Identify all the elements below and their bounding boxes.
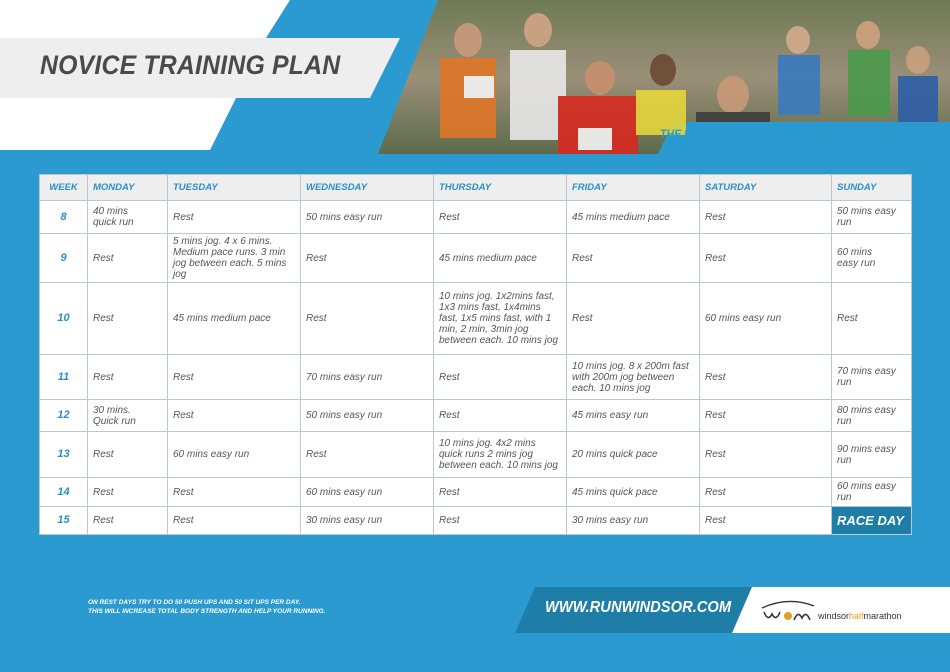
table-cell: Rest	[88, 432, 168, 478]
table-cell: Rest	[700, 507, 832, 535]
website-link[interactable]: WWW.RUNWINDSOR.COM	[545, 599, 732, 616]
rest-day-note-line-1: ON REST DAYS TRY TO DO 50 PUSH UPS AND 50 SIT UPS PER DAY.	[88, 599, 301, 606]
table-cell: Rest	[700, 478, 832, 507]
column-header-saturday: SATURDAY	[700, 175, 832, 201]
table-cell: 50 mins easy run	[301, 400, 434, 432]
column-header-sunday: SUNDAY	[832, 175, 912, 201]
table-cell: Rest	[88, 234, 168, 283]
table-cell: 5 mins jog. 4 x 6 mins. Medium pace runs. 3 min jog between each. 5 mins jog	[168, 234, 301, 283]
logo-wordmark	[818, 611, 902, 621]
table-cell: Rest	[700, 400, 832, 432]
table-cell: Rest	[88, 283, 168, 355]
table-cell: 50 mins easy run	[832, 201, 912, 234]
table-cell: Rest	[88, 355, 168, 400]
week-number: 10	[40, 283, 88, 355]
table-cell: Rest	[168, 201, 301, 234]
column-header-tuesday: TUESDAY	[168, 175, 301, 201]
table-cell: Rest	[168, 400, 301, 432]
table-cell: Rest	[434, 355, 567, 400]
table-cell: 70 mins easy run	[832, 355, 912, 400]
logo-text-half: half	[849, 611, 864, 621]
rest-day-note	[88, 598, 326, 616]
logo-text-marathon: marathon	[863, 611, 902, 621]
table-cell: 45 mins medium pace	[434, 234, 567, 283]
table-cell: 45 mins easy run	[567, 400, 700, 432]
table-cell: Rest	[168, 507, 301, 535]
table-row	[40, 507, 912, 535]
race-day-cell: RACE DAY	[832, 507, 912, 535]
table-cell: 80 mins easy run	[832, 400, 912, 432]
table-cell: 30 mins. Quick run	[88, 400, 168, 432]
table-cell: Rest	[301, 234, 434, 283]
tagline: THE UK'S MOST PICTURESQUE HALF MARATHON	[660, 129, 917, 141]
rest-day-note-line-2: THIS WILL INCREASE TOTAL BODY STRENGTH AND HELP YOUR RUNNING.	[88, 608, 326, 615]
table-cell: 90 mins easy run	[832, 432, 912, 478]
table-cell: 60 mins easy run	[832, 478, 912, 507]
table-cell: Rest	[88, 478, 168, 507]
table-row	[40, 283, 912, 355]
table-cell: Rest	[88, 507, 168, 535]
week-number: 11	[40, 355, 88, 400]
table-cell: 10 mins jog. 4x2 mins quick runs 2 mins jog between each. 10 mins jog	[434, 432, 567, 478]
table-cell: Rest	[700, 201, 832, 234]
column-header-thursday: THURSDAY	[434, 175, 567, 201]
table-row	[40, 234, 912, 283]
table-cell: Rest	[434, 478, 567, 507]
windsor-half-marathon-logo-icon	[758, 596, 818, 626]
table-cell: Rest	[168, 478, 301, 507]
table-cell: Rest	[434, 507, 567, 535]
table-cell: 60 mins easy run	[832, 234, 912, 283]
table-row	[40, 355, 912, 400]
table-header-row	[40, 175, 912, 201]
week-number: 12	[40, 400, 88, 432]
table-cell: Rest	[434, 400, 567, 432]
table-cell: Rest	[567, 234, 700, 283]
table-cell: 45 mins medium pace	[567, 201, 700, 234]
week-number: 14	[40, 478, 88, 507]
table-cell: 60 mins easy run	[301, 478, 434, 507]
table-cell: 10 mins jog. 8 x 200m fast with 200m jog between each. 10 mins jog	[567, 355, 700, 400]
logo-text-windsor: windsor	[818, 611, 850, 621]
column-header-monday: MONDAY	[88, 175, 168, 201]
table-row	[40, 201, 912, 234]
table-row	[40, 478, 912, 507]
training-plan-table	[39, 174, 912, 535]
table-cell: 45 mins quick pace	[567, 478, 700, 507]
page-title: NOVICE TRAINING PLAN	[40, 50, 341, 80]
table-cell: 30 mins easy run	[301, 507, 434, 535]
table-cell: Rest	[567, 283, 700, 355]
table-cell: Rest	[700, 355, 832, 400]
table-cell: 10 mins jog. 1x2mins fast, 1x3 mins fast, 1x4mins fast, 1x5 mins fast, with 1 min, 2 min, 3min jog between each. 10 mins jog	[434, 283, 567, 355]
column-header-wednesday: WEDNESDAY	[301, 175, 434, 201]
table-cell: 20 mins quick pace	[567, 432, 700, 478]
week-number: 15	[40, 507, 88, 535]
week-number: 13	[40, 432, 88, 478]
table-cell: Rest	[301, 432, 434, 478]
table-cell: Rest	[700, 432, 832, 478]
column-header-week: WEEK	[40, 175, 88, 201]
table-cell: 50 mins easy run	[301, 201, 434, 234]
table-cell: 70 mins easy run	[301, 355, 434, 400]
column-header-friday: FRIDAY	[567, 175, 700, 201]
table-cell: Rest	[832, 283, 912, 355]
table-cell: 40 mins quick run	[88, 201, 168, 234]
table-cell: 45 mins medium pace	[168, 283, 301, 355]
week-number: 8	[40, 201, 88, 234]
table-cell: Rest	[301, 283, 434, 355]
table-cell: Rest	[434, 201, 567, 234]
week-number: 9	[40, 234, 88, 283]
table-cell: Rest	[168, 355, 301, 400]
table-cell: Rest	[700, 234, 832, 283]
table-row	[40, 400, 912, 432]
table-cell: 60 mins easy run	[700, 283, 832, 355]
table-cell: 30 mins easy run	[567, 507, 700, 535]
table-row	[40, 432, 912, 478]
table-cell: 60 mins easy run	[168, 432, 301, 478]
